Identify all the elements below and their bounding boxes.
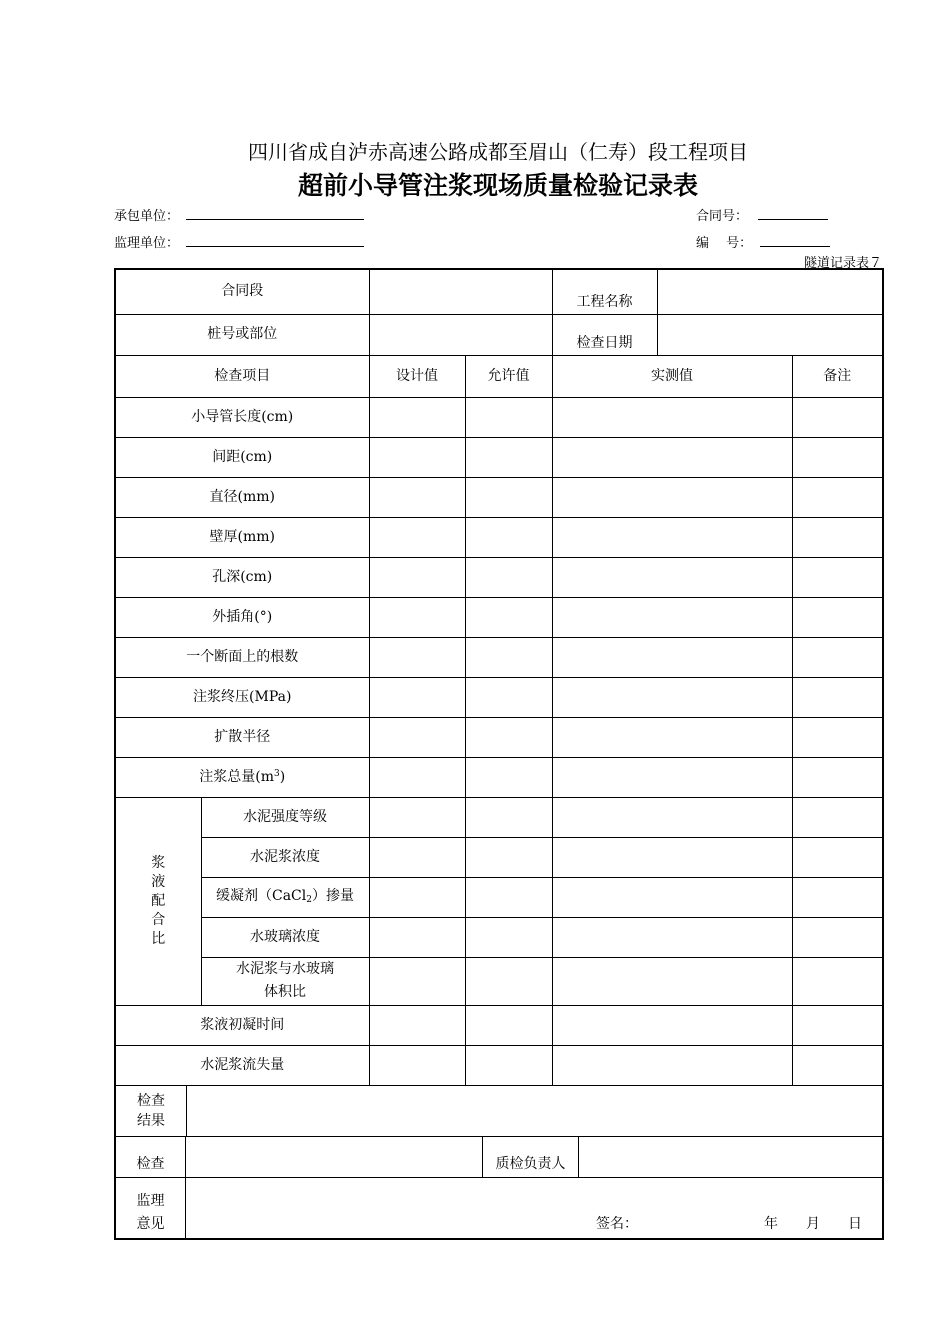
design-cell[interactable]	[369, 837, 465, 877]
allowed-cell[interactable]	[465, 797, 552, 837]
qc-head-label: 质检负责人	[483, 1137, 579, 1177]
remarks-cell[interactable]	[792, 1046, 883, 1086]
allowed-cell[interactable]	[465, 917, 552, 957]
opinion-label	[116, 1178, 186, 1238]
inspector-value[interactable]	[186, 1137, 483, 1177]
allowed-cell[interactable]	[465, 957, 552, 1006]
measured-cell[interactable]	[552, 597, 792, 637]
measured-cell[interactable]	[552, 797, 792, 837]
mix-label-char: 浆	[151, 855, 166, 872]
design-cell[interactable]	[369, 397, 465, 437]
item-label: 水泥强度等级	[201, 797, 369, 837]
table-row	[115, 557, 883, 597]
item-label	[115, 757, 369, 797]
remarks-cell[interactable]	[792, 637, 883, 677]
allowed-cell[interactable]	[465, 877, 552, 917]
design-cell[interactable]	[369, 1006, 465, 1046]
allowed-cell[interactable]	[465, 837, 552, 877]
remarks-cell[interactable]	[792, 917, 883, 957]
measured-cell[interactable]	[552, 1006, 792, 1046]
mix-label-char: 合	[151, 911, 166, 928]
col-item-header: 检查项目	[115, 355, 369, 397]
project-name-label: 工程名称	[552, 269, 657, 314]
opinion-label-line2: 意见	[136, 1216, 165, 1233]
measured-cell[interactable]	[552, 757, 792, 797]
design-cell[interactable]	[369, 637, 465, 677]
inspection-date-label: 检查日期	[552, 314, 657, 355]
table-row	[115, 917, 883, 957]
measured-cell[interactable]	[552, 437, 792, 477]
allowed-cell[interactable]	[465, 437, 552, 477]
remarks-cell[interactable]	[792, 677, 883, 717]
design-cell[interactable]	[369, 517, 465, 557]
table-row	[115, 757, 883, 797]
design-cell[interactable]	[369, 757, 465, 797]
table-row	[115, 837, 883, 877]
result-value[interactable]	[187, 1086, 882, 1136]
inspector-row	[115, 1137, 883, 1178]
design-cell[interactable]	[369, 797, 465, 837]
item-label: 孔深(cm)	[115, 557, 369, 597]
remarks-cell[interactable]	[792, 557, 883, 597]
design-cell[interactable]	[369, 1046, 465, 1086]
table-row	[115, 957, 883, 1006]
measured-cell[interactable]	[552, 1046, 792, 1086]
remarks-cell[interactable]	[792, 837, 883, 877]
contract-no-field[interactable]	[758, 219, 828, 220]
opinion-row	[115, 1178, 883, 1240]
mix-label-char: 配	[151, 892, 166, 909]
table-row	[115, 597, 883, 637]
design-cell[interactable]	[369, 957, 465, 1006]
contract-section-label: 合同段	[115, 269, 369, 314]
table-row	[115, 637, 883, 677]
opinion-value[interactable]	[186, 1178, 882, 1238]
remarks-cell[interactable]	[792, 957, 883, 1006]
measured-cell[interactable]	[552, 477, 792, 517]
allowed-cell[interactable]	[465, 517, 552, 557]
station-value[interactable]	[369, 314, 552, 355]
mix-label-char: 液	[151, 873, 166, 890]
allowed-cell[interactable]	[465, 717, 552, 757]
column-header-row	[115, 355, 883, 397]
contractor-field[interactable]	[186, 219, 364, 220]
measured-cell[interactable]	[552, 557, 792, 597]
supervisor-field[interactable]	[186, 246, 364, 247]
col-allowed-header: 允许值	[465, 355, 552, 397]
sign-label: 签名：	[596, 1216, 638, 1233]
design-cell[interactable]	[369, 717, 465, 757]
measured-cell[interactable]	[552, 677, 792, 717]
station-label: 桩号或部位	[115, 314, 369, 355]
qc-head-value[interactable]	[579, 1137, 882, 1177]
design-cell[interactable]	[369, 477, 465, 517]
table-row	[115, 477, 883, 517]
item-label: 壁厚(mm)	[115, 517, 369, 557]
item-label: 小导管长度(cm)	[115, 397, 369, 437]
table-row	[115, 437, 883, 477]
table-row	[115, 677, 883, 717]
col-measured-header: 实测值	[552, 355, 792, 397]
table-row	[115, 517, 883, 557]
serial-no-label: 编 号：	[696, 236, 753, 251]
result-row-cell	[115, 1086, 883, 1137]
col-design-header: 设计值	[369, 355, 465, 397]
result-row	[115, 1086, 883, 1137]
item-label: 外插角(°)	[115, 597, 369, 637]
item-label: 直径(mm)	[115, 477, 369, 517]
retarder-suffix: ）掺量	[311, 888, 354, 905]
contract-no-label: 合同号：	[696, 209, 749, 224]
item-label: 水泥浆流失量	[115, 1046, 369, 1086]
item-label	[201, 957, 369, 1006]
item-label: 注浆终压(MPa)	[115, 677, 369, 717]
contract-section-value[interactable]	[369, 269, 552, 314]
inspection-table	[114, 268, 884, 1240]
measured-cell[interactable]	[552, 717, 792, 757]
project-name: 四川省成自泸赤高速公路成都至眉山（仁寿）段工程项目	[248, 140, 748, 164]
retarder-prefix: 缓凝剂（CaCl	[216, 888, 307, 905]
remarks-cell[interactable]	[792, 1006, 883, 1046]
allowed-cell[interactable]	[465, 637, 552, 677]
result-label-line1: 检查	[137, 1092, 165, 1109]
table-row	[115, 797, 883, 837]
measured-cell[interactable]	[552, 837, 792, 877]
allowed-cell[interactable]	[465, 477, 552, 517]
allowed-cell[interactable]	[465, 397, 552, 437]
allowed-cell[interactable]	[465, 597, 552, 637]
mix-ratio-group-label	[115, 797, 201, 1006]
measured-cell[interactable]	[552, 397, 792, 437]
item-label: 水泥浆浓度	[201, 837, 369, 877]
item-label: 一个断面上的根数	[115, 637, 369, 677]
remarks-cell[interactable]	[792, 797, 883, 837]
measured-cell[interactable]	[552, 877, 792, 917]
design-cell[interactable]	[369, 597, 465, 637]
date-label: 年 月 日	[764, 1216, 862, 1233]
project-name-value[interactable]	[657, 269, 883, 314]
form-number: 隧道记录表７	[803, 256, 882, 271]
contract-section-row	[115, 269, 883, 314]
item-label: 水玻璃浓度	[201, 917, 369, 957]
measured-cell[interactable]	[552, 957, 792, 1006]
table-row	[115, 717, 883, 757]
allowed-cell[interactable]	[465, 1046, 552, 1086]
measured-cell[interactable]	[552, 637, 792, 677]
design-cell[interactable]	[369, 557, 465, 597]
remarks-cell[interactable]	[792, 757, 883, 797]
remarks-cell[interactable]	[792, 877, 883, 917]
remarks-cell[interactable]	[792, 397, 883, 437]
table-row	[115, 397, 883, 437]
serial-no-field[interactable]	[760, 246, 830, 247]
grout-total-suffix: )	[279, 768, 286, 785]
retarder-sub: 2	[306, 895, 312, 906]
measured-cell[interactable]	[552, 917, 792, 957]
measured-cell[interactable]	[552, 517, 792, 557]
allowed-cell[interactable]	[465, 757, 552, 797]
design-cell[interactable]	[369, 677, 465, 717]
contractor-label: 承包单位：	[114, 209, 180, 224]
inspection-date-value[interactable]	[657, 314, 883, 355]
remarks-cell[interactable]	[792, 437, 883, 477]
remarks-cell[interactable]	[792, 517, 883, 557]
remarks-cell[interactable]	[792, 717, 883, 757]
result-label-line2: 结果	[137, 1113, 165, 1130]
opinion-label-line1: 监理	[136, 1192, 165, 1209]
remarks-cell[interactable]	[792, 477, 883, 517]
inspector-row-cell	[115, 1137, 883, 1178]
item-label: 浆液初凝时间	[115, 1006, 369, 1046]
item-label: 间距(cm)	[115, 437, 369, 477]
design-cell[interactable]	[369, 917, 465, 957]
remarks-cell[interactable]	[792, 597, 883, 637]
volume-ratio-line2: 体积比	[264, 984, 306, 1001]
station-row	[115, 314, 883, 355]
supervisor-label: 监理单位：	[114, 236, 180, 251]
grout-total-prefix: 注浆总量(m	[199, 768, 275, 785]
result-label	[116, 1086, 187, 1136]
design-cell[interactable]	[369, 437, 465, 477]
table-row	[115, 1006, 883, 1046]
table-row	[115, 1046, 883, 1086]
table-row	[115, 877, 883, 917]
volume-ratio-line1: 水泥浆与水玻璃	[236, 960, 334, 977]
inspector-label: 检查	[116, 1137, 186, 1177]
allowed-cell[interactable]	[465, 1006, 552, 1046]
col-remarks-header: 备注	[792, 355, 883, 397]
allowed-cell[interactable]	[465, 557, 552, 597]
item-label: 扩散半径	[115, 717, 369, 757]
opinion-row-cell	[115, 1178, 883, 1240]
allowed-cell[interactable]	[465, 677, 552, 717]
item-label	[201, 877, 369, 917]
mix-label-char: 比	[151, 930, 166, 947]
design-cell[interactable]	[369, 877, 465, 917]
form-title: 超前小导管注浆现场质量检验记录表	[297, 171, 698, 200]
grout-total-sup: 3	[274, 768, 280, 779]
